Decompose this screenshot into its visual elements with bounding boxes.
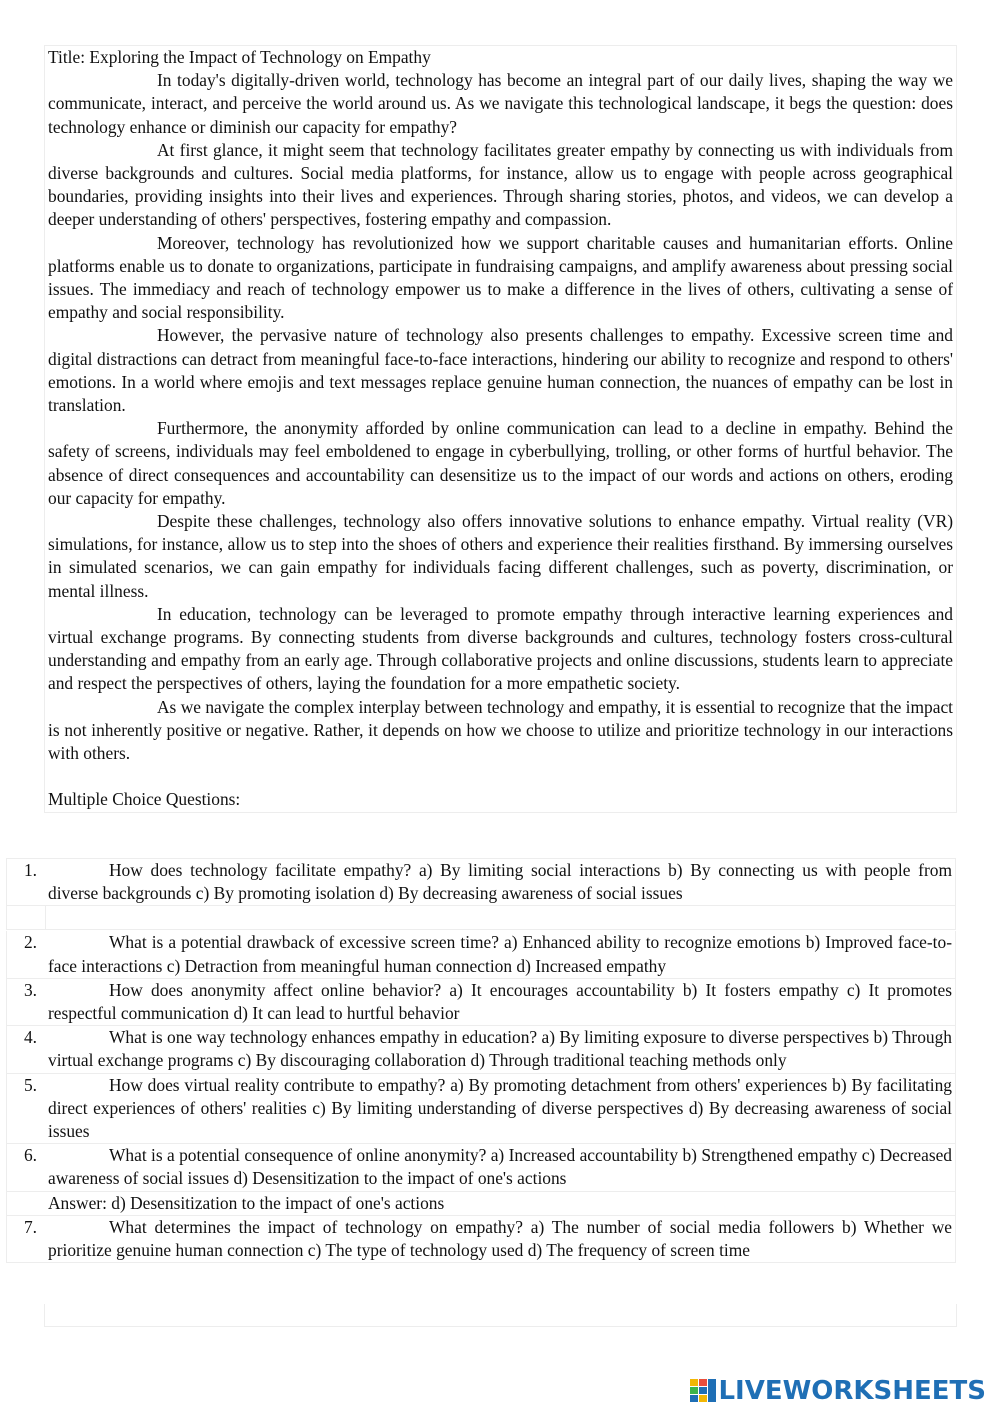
question-number: 5.: [23, 1074, 37, 1095]
mcq-heading: Multiple Choice Questions:: [48, 789, 241, 810]
paragraph: Furthermore, the anonymity afforded by online communication can lead to a decline in empathy. Behind the safety of screens, individuals may feel emboldened to engage in cyberbullying, trolling, or other forms of hurtful behavior. The absence of direct consequences and accountability can desensitize us to the impact of our words and actions on others, eroding our capacity for empathy.: [48, 418, 953, 508]
paragraph: Despite these challenges, technology also offers innovative solutions to enhance empathy. Virtual reality (VR) simulations, for instance, allow us to step into the shoes of others and experience their realities firsthand. By immersing ourselves in simulated scenarios, we can gain empathy for individuals facing different challenges, such as poverty, discrimination, or mental illness.: [48, 511, 953, 601]
liveworksheets-icon: [690, 1379, 716, 1403]
question-text: How does technology facilitate empathy? a) By limiting social interactions b) By connecting us with people from diverse backgrounds c) By promoting isolation d) By decreasing awareness of social issues: [48, 860, 952, 904]
question-text: What is one way technology enhances empathy in education? a) By limiting exposure to diverse perspectives b) Through virtual exchange programs c) By discouraging collaboration d) Through traditional teaching methods only: [48, 1027, 952, 1071]
question-number: 1.: [23, 860, 37, 880]
question-number: 4.: [23, 1027, 37, 1048]
paragraph: In education, technology can be leveraged to promote empathy through interactive learning experiences and virtual exchange programs. By connecting students from diverse backgrounds and cultures, technology fosters cross-cultural understanding and empathy from an early age. Through collaborative projects and online discussions, students learn to appreciate and respect the perspectives of others, laying the foundation for a more empathetic society.: [48, 603, 953, 694]
question-number: 2.: [23, 932, 37, 953]
answer-text: Answer: d) Desensitization to the impact of one's actions: [48, 1192, 445, 1213]
question-text: How does virtual reality contribute to empathy? a) By promoting detachment from others' experiences b) By facilitating direct experiences of others' realities c) By limiting understanding of diverse perspectives d) By decreasing awareness of social issues: [48, 1074, 952, 1142]
question-item: [6, 931, 956, 978]
question-item: [6, 858, 956, 906]
question-text: How does anonymity affect online behavior? a) It encourages accountability b) It fosters empathy c) It promotes respectful communication d) It can lead to hurtful behavior: [48, 979, 952, 1024]
question-number: 3.: [23, 979, 37, 1000]
brand-name: LIVEWORKSHEETS: [718, 1376, 986, 1406]
answer-row: [6, 1192, 956, 1216]
trailing-blank-row: [44, 1304, 957, 1327]
question-number: 6.: [23, 1145, 37, 1166]
question-list: [6, 858, 956, 1263]
answer-blank[interactable]: [6, 906, 956, 930]
question-item: [6, 1026, 956, 1073]
blank-cell[interactable]: [45, 906, 955, 929]
paragraph: Moreover, technology has revolutionized how we support charitable causes and humanitarian efforts. Online platforms enable us to donate to organizations, participate in fundraising campaigns, and amplify awareness about pressing social issues. The immediacy and reach of technology empower us to make a difference in the lives of others, cultivating a sense of empathy and social responsibility.: [48, 232, 953, 323]
paragraph: However, the pervasive nature of technology also presents challenges to empathy. Excessive screen time and digital distractions can detract from meaningful face-to-face interactions, hindering our ability to recognize and respond to others' emotions. In a world where emojis and text messages replace genuine human connection, the nuances of empathy can be lost in translation.: [48, 325, 953, 416]
question-text: What is a potential drawback of excessive screen time? a) Enhanced ability to recognize emotions b) Improved face-to-face interactions c) Detraction from meaningful human connection d) Increased empathy: [48, 932, 952, 976]
question-text: What is a potential consequence of online anonymity? a) Increased accountability b) Strengthened empathy c) Decreased awareness of social issues d) Desensitization to the impact of one's actions: [48, 1145, 952, 1189]
reading-passage: [44, 45, 957, 813]
document-title: Title: Exploring the Impact of Technology on Empathy: [48, 47, 431, 67]
paragraph: In today's digitally-driven world, technology has become an integral part of our daily lives, shaping the way we communicate, interact, and perceive the world around us. As we navigate this technological landscape, it begs the question: does technology enhance or diminish our capacity for empathy?: [48, 70, 953, 137]
question-text: What determines the impact of technology on empathy? a) The number of social media followers b) Whether we prioritize genuine human connection c) The type of technology used d) The frequency of screen time: [48, 1216, 952, 1261]
question-item: [6, 1074, 956, 1145]
liveworksheets-logo: [690, 1376, 986, 1406]
question-number: 7.: [23, 1216, 37, 1237]
paragraph: At first glance, it might seem that technology facilitates greater empathy by connecting us with individuals from diverse backgrounds and cultures. Social media platforms, for instance, allow us to engage with people across geographical boundaries, providing insights into their lives and experiences. Through sharing stories, photos, and videos, we can develop a deeper understanding of others' perspectives, fostering empathy and compassion.: [48, 139, 953, 230]
paragraph: As we navigate the complex interplay between technology and empathy, it is essential to recognize that the impact is not inherently positive or negative. Rather, it depends on how we choose to utilize and prioritize technology in our interactions with others.: [48, 696, 953, 764]
spacer: [45, 765, 956, 788]
question-item: [6, 979, 956, 1026]
question-item: [6, 1216, 956, 1263]
question-item: [6, 1144, 956, 1191]
